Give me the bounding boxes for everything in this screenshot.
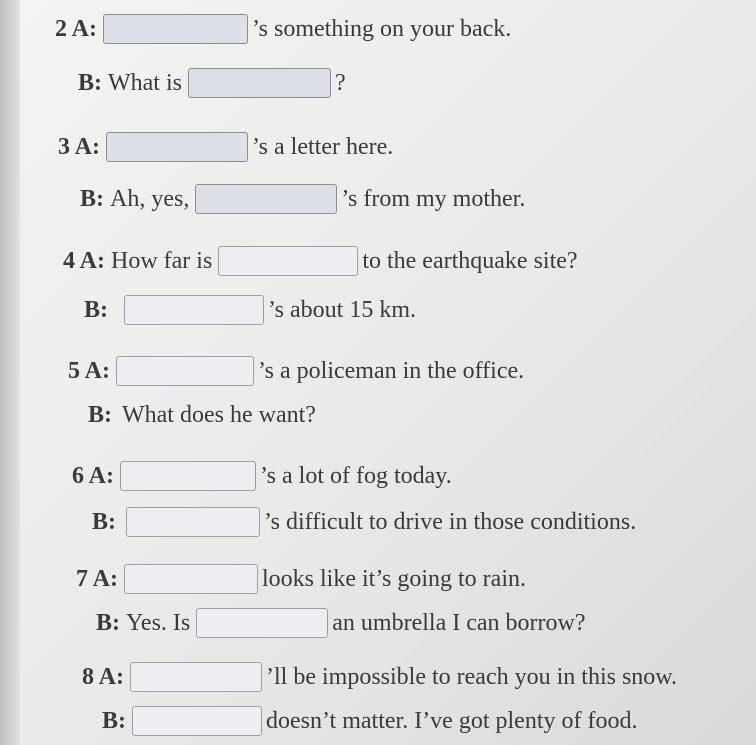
dialogue-line-3b	[80, 184, 525, 214]
speaker-label: 2 A:	[55, 15, 97, 42]
dialogue-line-3a	[58, 132, 393, 162]
speaker-label: 3 A:	[58, 133, 100, 160]
answer-blank[interactable]	[106, 132, 248, 162]
dialogue-line-6a	[72, 461, 452, 491]
answer-blank[interactable]	[124, 564, 258, 594]
dialogue-line-6b	[92, 507, 636, 537]
sentence-text: Ah, yes,	[110, 185, 190, 212]
sentence-text: What is	[108, 69, 182, 96]
speaker-label: B:	[78, 69, 102, 96]
answer-blank[interactable]	[195, 184, 337, 214]
answer-blank[interactable]	[120, 461, 256, 491]
dialogue-line-2a	[55, 14, 511, 44]
speaker-label: 4 A:	[63, 247, 105, 274]
sentence-text: Yes. Is	[126, 609, 191, 636]
speaker-label: B:	[80, 185, 104, 212]
answer-blank[interactable]	[116, 356, 254, 386]
page-edge-shadow	[0, 0, 20, 745]
speaker-label: 7 A:	[76, 565, 118, 592]
speaker-label: 8 A:	[82, 663, 124, 690]
speaker-label: B:	[102, 707, 126, 734]
speaker-label: 6 A:	[72, 462, 114, 489]
sentence-text: ’s about 15 km.	[268, 296, 416, 323]
dialogue-line-5b	[88, 402, 316, 429]
speaker-label: 5 A:	[68, 357, 110, 384]
answer-blank[interactable]	[103, 14, 248, 44]
sentence-text: ’s something on your back.	[252, 15, 512, 42]
speaker-label: B:	[88, 402, 112, 428]
sentence-text: an umbrella I can borrow?	[332, 609, 586, 636]
answer-blank[interactable]	[218, 246, 358, 276]
sentence-text: ’s from my mother.	[341, 185, 526, 212]
answer-blank[interactable]	[196, 608, 328, 638]
sentence-text: How far is	[111, 247, 213, 274]
sentence-text: looks like it’s going to rain.	[262, 565, 526, 592]
sentence-text: doesn’t matter. I’ve got plenty of food.	[266, 707, 638, 734]
dialogue-line-4b	[84, 295, 416, 325]
speaker-label: B:	[92, 508, 116, 535]
answer-blank[interactable]	[124, 295, 264, 325]
dialogue-line-2b	[78, 68, 346, 98]
sentence-text: ?	[334, 69, 346, 96]
dialogue-line-8b	[102, 706, 637, 736]
sentence-text: ’s difficult to drive in those conditions.	[264, 508, 637, 535]
sentence-text: to the earthquake site?	[362, 247, 578, 274]
sentence-text: ’s a policeman in the office.	[258, 357, 525, 384]
sentence-text: ’s a lot of fog today.	[260, 462, 452, 489]
answer-blank[interactable]	[126, 507, 260, 537]
dialogue-line-4a	[63, 246, 578, 276]
answer-blank[interactable]	[130, 662, 262, 692]
answer-blank[interactable]	[132, 706, 262, 736]
dialogue-line-7b	[96, 608, 585, 638]
dialogue-line-5a	[68, 356, 524, 386]
speaker-label: B:	[84, 296, 108, 323]
answer-blank[interactable]	[188, 68, 331, 98]
sentence-text: ’ll be impossible to reach you in this snow.	[266, 663, 678, 690]
dialogue-line-7a	[76, 564, 526, 594]
speaker-label: B:	[96, 609, 120, 636]
sentence-text: What does he want?	[122, 402, 316, 428]
sentence-text: ’s a letter here.	[252, 133, 394, 160]
dialogue-line-8a	[82, 662, 677, 692]
